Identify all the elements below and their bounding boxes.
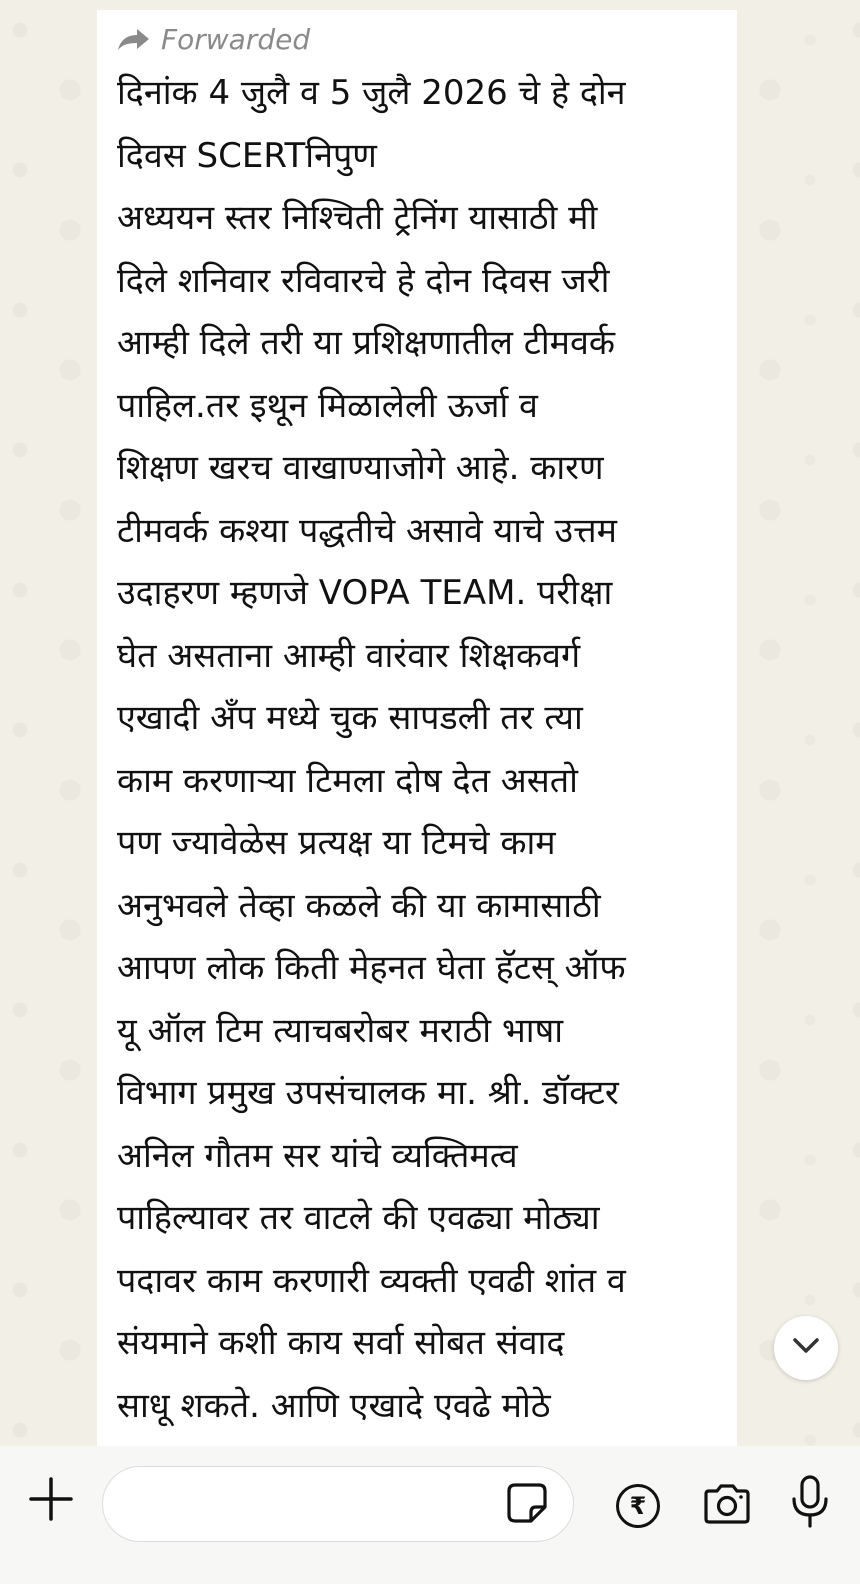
mic-button[interactable] [790,1476,830,1532]
message-line: आम्ही दिले तरी या प्रशिक्षणातील टीमवर्क [117,323,616,363]
message-line: दिले शनिवार रविवारचे हे दोन दिवस जरी [117,260,610,301]
message-line: साधू शकते. आणि एखादे एवढे मोठे [117,1385,551,1426]
scroll-down-button[interactable] [774,1316,838,1380]
message-line: यू ऑल टिम त्याचबरोबर मराठी भाषा [117,1010,564,1051]
message-line: दिनांक 4 जुलै व 5 जुलै 2026 चे हे दोन [117,73,626,113]
message-input[interactable] [102,1466,574,1542]
forwarded-label: Forwarded [161,22,311,56]
camera-button[interactable] [702,1484,752,1528]
message-line: एखादी अँप मध्ये चुक सापडली तर त्या [117,698,583,738]
message-line: घेत असताना आम्ही वारंवार शिक्षकवर्ग [117,635,581,676]
chevron-down-icon [792,1337,820,1359]
forward-arrow-icon [117,27,151,51]
message-line: काम करणाऱ्या टिमला दोष देत असतो [117,760,578,801]
message-line: आपण लोक किती मेहनत घेता हॅटस् ऑफ [117,948,626,988]
message-text [117,62,717,1437]
message-line: पदावर काम करणारी व्यक्ती एवढी शांत व [117,1260,626,1301]
message-line: शिक्षण खरच वाखाण्याजोगे आहे. कारण [117,448,604,488]
message-line: अनिल गौतम सर यांचे व्यक्तिमत्व [117,1135,518,1176]
microphone-icon [790,1474,830,1534]
message-line: दिवस SCERTनिपुण [117,135,377,176]
forwarded-indicator [117,20,717,58]
rupee-icon: ₹ [629,1492,647,1520]
message-line: विभाग प्रमुख उपसंचालक मा. श्री. डॉक्टर [117,1073,619,1113]
attach-button[interactable] [26,1476,76,1526]
message-line: पण ज्यावेळेस प्रत्यक्ष या टिमचे काम [117,823,556,863]
message-line: उदाहरण म्हणजे VOPA TEAM. परीक्षा [117,573,613,613]
message-line: अनुभवले तेव्हा कळले की या कामासाठी [117,885,601,926]
camera-icon [702,1482,752,1530]
message-line: संयमाने कशी काय सर्वा सोबत संवाद [117,1323,565,1363]
message-line: पाहिल.तर इथून मिळालेली ऊर्जा व [117,385,538,426]
message-bubble[interactable] [97,10,737,1446]
plus-icon [28,1476,74,1526]
payment-button[interactable] [616,1484,660,1528]
sticker-icon [506,1482,548,1528]
message-line: टीमवर्क कश्या पद्धतीचे असावे याचे उत्तम [117,510,617,551]
message-line: पाहिल्यावर तर वाटले की एवढ्या मोठ्या [117,1198,600,1238]
message-line: अध्ययन स्तर निश्चिती ट्रेनिंग यासाठी मी [117,198,598,238]
sticker-button[interactable] [506,1484,548,1526]
